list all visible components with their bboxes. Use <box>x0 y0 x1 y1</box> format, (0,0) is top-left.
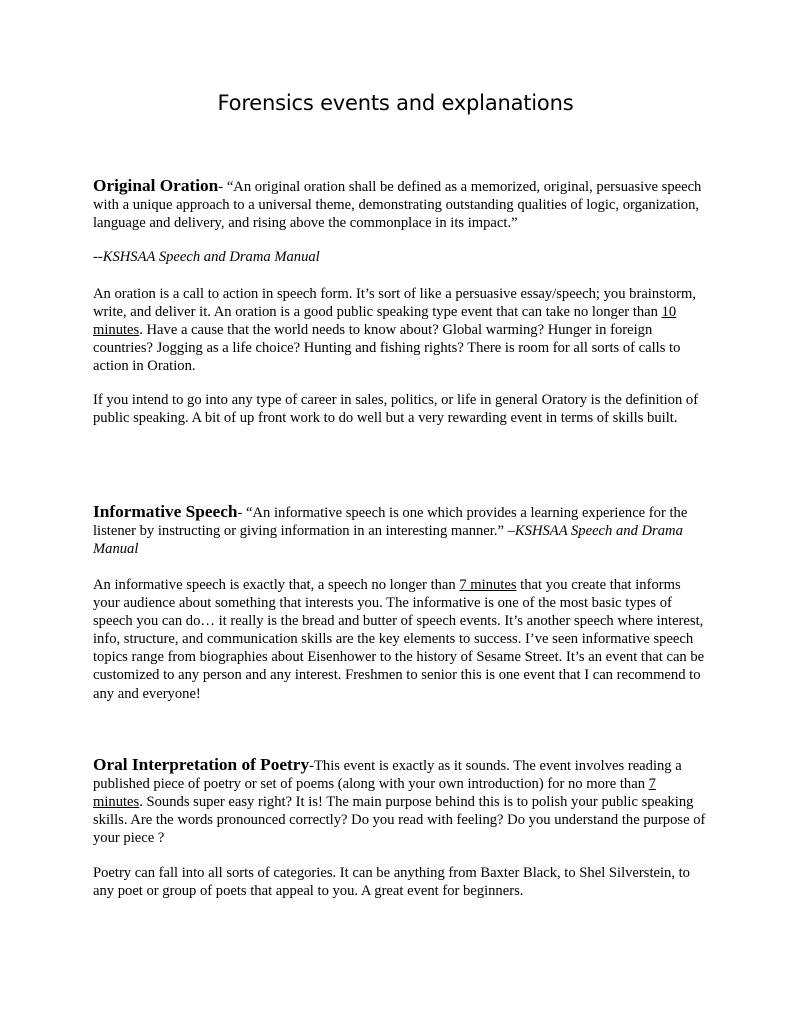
oration-p1-text-end: . Have a cause that the world needs to know about? Global warming? Hunger in foreign countries? Jogging as a life choice? Hunting and fishing rights? There is room for all sorts of calls to action in Oration. <box>93 322 681 375</box>
informative-p1-text: An informative speech is exactly that, a speech no longer than <box>93 577 460 593</box>
poetry-time-limit: 7 minutes <box>93 776 656 811</box>
oration-heading-separator: - <box>218 179 227 195</box>
informative-explanation-paragraph <box>93 576 708 703</box>
oration-explanation-paragraph <box>93 285 708 375</box>
informative-time-limit: 7 minutes <box>459 577 517 593</box>
informative-p1-text-end: that you create that informs your audience about something that interests you. The informative is one of the most basic types of speech you can do… it really is the bread and butter of speech events. It’s another speech where interest, info, structure, and communication skills are the key elements to success. I’ve seen informative speech topics range from biographies about Eisenhower to the history of Sesame Street. It’s an event that can be customized to any person and any interest. Freshmen to senior this is one event that I can recommend to any and everyone! <box>93 577 705 702</box>
poetry-categories-paragraph <box>93 864 708 900</box>
oration-p2-text: If you intend to go into any type of career in sales, politics, or life in general Oratory is the definition of public speaking. A bit of up front work to do well but a very rewarding event in terms of skills built. <box>93 392 699 427</box>
oration-definition: “An original oration shall be defined as a memorized, original, persuasive speech with a unique approach to a universal theme, demonstrating outstanding qualities of logic, organization, language and delivery, and rising above the commonplace in its impact.” <box>93 179 702 232</box>
poetry-paragraph <box>93 756 708 847</box>
page-title: Forensics events and explanations <box>217 91 574 115</box>
poetry-p2-text: Poetry can fall into all sorts of categories. It can be anything from Baxter Black, to Shel Silverstein, to any poet or group of poets that appeal to you. A great event for beginners. <box>93 865 690 900</box>
informative-heading: Informative Speech <box>93 502 238 521</box>
oration-source-prefix: -- <box>93 249 103 265</box>
oration-definition-paragraph <box>93 177 708 232</box>
oration-source-paragraph <box>93 248 708 266</box>
oration-source: KSHSAA Speech and Drama Manual <box>102 249 320 265</box>
poetry-heading-separator: - <box>309 758 314 774</box>
informative-definition-paragraph <box>93 503 708 558</box>
oration-time-limit: 10 minutes <box>93 304 677 339</box>
oration-p1-text: An oration is a call to action in speech form. It’s sort of like a persuasive essay/speech; you brainstorm, write, and deliver it. An oration is a good public speaking type event that can take no longer than <box>93 286 697 321</box>
informative-source: –KSHSAA Speech and Drama Manual <box>93 523 683 558</box>
poetry-heading: Oral Interpretation of Poetry <box>93 755 310 774</box>
informative-definition: “An informative speech is one which provides a learning experience for the listener by instructing or giving information in an interesting manner.” <box>93 505 688 540</box>
poetry-p1-text: This event is exactly as it sounds. The event involves reading a published piece of poetry or set of poems (along with your own introduction) for no more than <box>93 758 682 793</box>
oration-career-paragraph <box>93 391 708 427</box>
poetry-p1-text-end: . Sounds super easy right? It is! The main purpose behind this is to polish your public speaking skills. Are the words pronounced correctly? Do you read with feeling? Do you understand the purpose of your piece ? <box>93 794 706 847</box>
oration-heading: Original Oration <box>93 176 219 195</box>
informative-heading-separator: - <box>237 505 246 521</box>
